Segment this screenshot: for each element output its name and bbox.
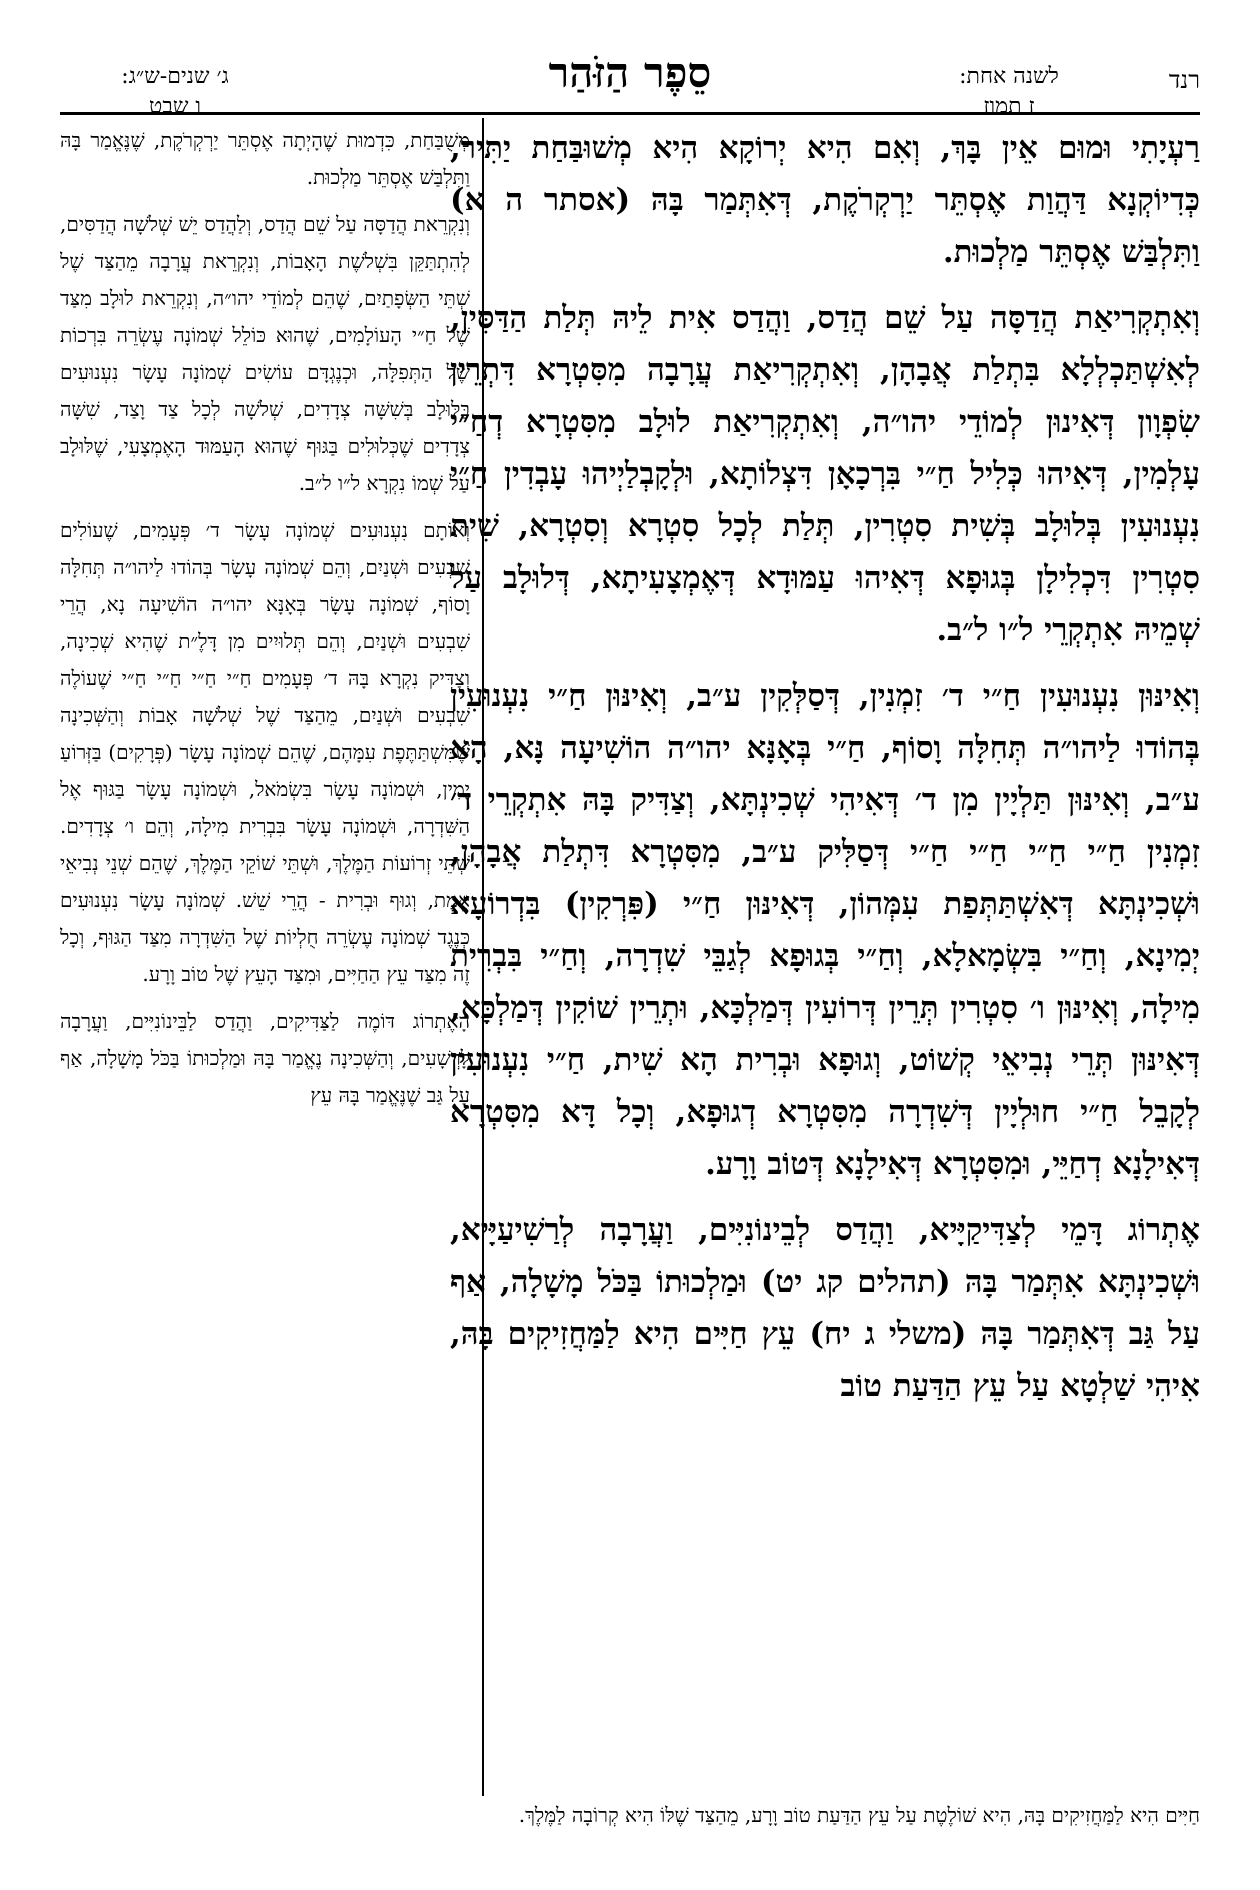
three-years-label: ג׳ שנים-ש״ג: — [121, 64, 229, 89]
footer-continuation-line: חַיִּים הִיא לַמַּחֲזִיקִים בָּהּ, הִיא שׁוֹלֶטֶת עַל עֵץ הַדַּעַת טוֹב וָרָע, מֵהַצַּד שֶׁלּוֹ הִיא קְרוֹבָה לַמֶּלֶךְ. — [518, 1803, 1200, 1827]
side-paragraph-3: וְאוֹתָם נִעְנוּעִים שְׁמוֹנָה עָשָׂר ד׳ פְּעָמִים, שֶׁעוֹלִים שִׁבְעִים וּשְׁנַיִם, וְהֵם שְׁמוֹנָה עָשָׂר בְּהוֹדוּ לַיהו״ה תְּחִלָּה וָסוֹף, שְׁמוֹנָה עָשָׂר בְּאָנָּא יהו״ה הוֹשִׁיעָה נָא, הֲרֵי שִׁבְעִים וּשְׁנַיִם, וְהֵם תְּלוּיִים מִן דָּלֶ״ת שֶׁהִיא שְׁכִינָה, וְצַדִּיק נִקְרָא בָּהּ ד׳ פְּעָמִים חַ״י חַ״י חַ״י חַ״י שֶׁעוֹלֶה שִׁבְעִים וּשְׁנַיִם, מֵהַצַּד שֶׁל שְׁלֹשָׁה אָבוֹת וְהַשְּׁכִינָה שֶׁמִּשְׁתַּתֶּפֶת עִמָּהֶם, שֶׁהֵם שְׁמוֹנָה עָשָׂר (פְּרָקִים) בַּזְּרוֹעַ יָמִין, וּשְׁמוֹנָה עָשָׂר בִּשְׂמֹאל, וּשְׁמוֹנָה עָשָׂר בַּגּוּף אֶל הַשִּׁדְרָה, וּשְׁמוֹנָה עָשָׂר בִּבְרִית מִילָה, וְהֵם ו׳ צְדָדִים. שְׁתֵּי זְרוֹעוֹת הַמֶּלֶךְ, וּשְׁתֵּי שׁוֹקֵי הַמֶּלֶךְ, שֶׁהֵם שְׁנֵי נְבִיאֵי אֱמֶת, וְגוּף וּבְרִית - הֲרֵי שֵׁשׁ. שְׁמוֹנָה עָשָׂר נִעְנוּעִים כְּנֶגֶד שְׁמוֹנָה עֶשְׂרֵה חֻלְיוֹת שֶׁל הַשִּׁדְרָה מִצַּד הַגּוּף, וְכָל זֶה מִצַּד עֵץ הַחַיִּים, וּמִצַּד הָעֵץ שֶׁל טוֹב וָרָע. — [60, 518, 470, 986]
side-paragraph-1: מְשֻׁבַּחַת, כִּדְמוּת שֶׁהָיְתָה אֶסְתֵּר יַרְקְרֹקֶת, שֶׁנֶּאֱמַר בָּהּ וַתִּלְבַּשׁ אֶסְתֵּר מַלְכוּת. — [60, 128, 470, 189]
hebrew-translation-column — [60, 122, 470, 1792]
one-year-label: לשנה אחת: — [959, 64, 1059, 89]
main-paragraph-1: רַעְיָתִי וּמוּם אֵין בָּךְ, וְאִם הִיא יְרוֹקָא הִיא מְשׁוּבַּחַת יַתִּיר, כְּדִיוֹקְנָא דַּהֲוַת אֶסְתֵּר יַרְקְרֹקֶת, דְּאִתְּמַר בָּהּ (אסתר ה א) וַתִּלְבַּשׁ אֶסְתֵּר מַלְכוּת. — [450, 130, 1200, 270]
column-divider — [482, 118, 484, 1796]
header-rule — [60, 112, 1200, 115]
one-year-date: ז תמוז — [983, 94, 1035, 119]
main-paragraph-4: אֶתְרוֹג דָּמֵי לְצַדִּיקַיָּיא, וַהֲדַס לְבֵינוֹנִיִּים, וַעֲרָבָה לְרַשִׁיעַיָּיא, וּשְׁכִינְתָּא אִתְּמַר בָּהּ (תהלים קג יט) וּמַלְכוּתוֹ בַּכֹּל מָשָׁלָה, אַף עַל גַּב דְּאִתְּמַר בָּהּ (משלי ג יח) עֵץ חַיִּים הִיא לַמַּחֲזִיקִים בָּהּ, אִיהִי שַׁלְטָא עַל עֵץ הַדַּעַת טוֹב — [450, 1212, 1200, 1404]
main-paragraph-3: וְאִינּוּן נִעְנוּעִין חַ״י ד׳ זִמְנִין, דְּסַלְּקִין ע״ב, וְאִינּוּן חַ״י נִעְנוּעִין בְּהוֹדוּ לַיהו״ה תְּחִלָּה וָסוֹף, חַ״י בְּאָנָּא יהו״ה הוֹשִׁיעָה נָּא, הָא ע״ב, וְאִינּוּן תַּלְיָין מִן ד׳ דְּאִיהִי שְׁכִינְתָּא, וְצַדִּיק בָּהּ אִתְקְרֵי ד׳ זִמְנִין חַ״י חַ״י חַ״י חַ״י דְּסַלִּיק ע״ב, מִסִּטְרָא דִּתְלַת אֲבָהָן, וּשְׁכִינְתָּא דְּאִשְׁתַּתְּפַת עִמְּהוֹן, דְּאִינּוּן חַ״י (פִּרְקִין) בִּדְרוֹעָא יְמִינָא, וְחַ״י בִּשְׂמָאלָא, וְחַ״י בְּגוּפָא לְגַבֵּי שִׁדְרָה, וְחַ״י בִּבְרִית מִילָה, וְאִינּוּן ו׳ סִטְרִין תְּרֵין דְּרוֹעִין דְּמַלְכָּא, וּתְרֵין שׁוֹקִין דְּמַלְכָּא, דְּאִינּוּן תְּרֵי נְבִיאֵי קְשׁוֹט, וְגוּפָא וּבְרִית הָא שִׁית, חַ״י נִעְנוּעִין לְקָבֵל חַ״י חוּלְיָין דְּשִׁדְרָה מִסִּטְרָא דְגוּפָא, וְכָל דָּא מִסִּטְרָא דְּאִילָנָא דְחַיֵּי, וּמִסִּטְרָא דְּאִילָנָא דְּטוֹב וָרָע. — [450, 678, 1200, 1182]
main-aramaic-column — [450, 122, 1200, 1792]
book-title: סֵפֶר הַזֹּהַר — [548, 48, 712, 97]
side-paragraph-4: הָאֶתְרוֹג דּוֹמֶה לַצַּדִּיקִים, וַהֲדַס לַבֵּינוֹנִיִּים, וַעֲרָבָה לָרְשָׁעִים, וְהַשְּׁכִינָה נֶאֱמַר בָּהּ וּמַלְכוּתוֹ בַּכֹּל מָשָׁלָה, אַף עַל גַּב שֶׁנֶּאֱמַר בָּהּ עֵץ — [60, 1009, 470, 1107]
page-number: רנד — [1168, 66, 1200, 94]
three-years-date: ו שבט — [148, 94, 202, 119]
main-paragraph-2: וְאִתְקְרִיאַת הֲדַסָּה עַל שֵׁם הֲדַס, וַהֲדַס אִית לֵיהּ תְּלַת הַדַּסִּין, לְאִשְׁתַּכְלְלָא בִּתְלַת אֲבָהָן, וְאִתְקְרִיאַת עֲרָבָה מִסִּטְרָא דִּתְרֵין שִׂפְוָון דְּאִינוּן לְמוֹדֵי יהו״ה, וְאִתְקְרִיאַת לוּלָב מִסִּטְרָא דְחַ״י עָלְמִין, דְּאִיהוּ כְּלִיל חַ״י בִּרְכָאָן דִּצְלוֹתָא, וּלְקָבְלַיְיהוּ עָבְדִין חַ״י נִעְנוּעִין בְּלוּלָב בְּשִׁית סִטְרִין, תְּלַת לְכָל סִטְרָא וְסִטְרָא, שִׁית סִטְרִין דִּכְלִילָן בְּגוּפָא דְּאִיהוּ עַמּוּדָא דְּאֶמְצָעִיתָא, דְּלוּלָב עַל שְׁמֵיהּ אִתְקְרֵי ל״ו ל״ב. — [450, 300, 1200, 648]
side-paragraph-2: וְנִקְרֵאת הֲדַסָּה עַל שֵׁם הֲדַס, וְלַהֲדַס יֵשׁ שְׁלֹשָׁה הֲדַסִּים, לְהִתְתַּקֵּן בִּשְׁלֹשֶׁת הָאָבוֹת, וְנִקְרֵאת עֲרָבָה מֵהַצַּד שֶׁל שְׁתֵּי הַשְּׂפָתַיִם, שֶׁהֵם לְמוֹדֵי יהו״ה, וְנִקְרֵאת לוּלָב מִצַּד שֶׁל חַ״י הָעוֹלָמִים, שֶׁהוּא כּוֹלֵל שְׁמוֹנָה עֶשְׂרֵה בִּרְכוֹת שֶׁל הַתְּפִלָּה, וּכְנֶגְדָּם עוֹשִׂים שְׁמוֹנָה עָשָׂר נִעְנוּעִים בַּלּוּלָב בְּשִׁשָּׁה צְדָדִים, שְׁלֹשָׁה לְכָל צַד וָצַד, שִׁשָּׁה צְדָדִים שֶׁכְּלוּלִים בַּגּוּף שֶׁהוּא הָעַמּוּד הָאֶמְצָעִי, שֶׁלּוּלָב עַל שְׁמוֹ נִקְרָא ל״ו ל״ב. — [60, 212, 470, 495]
page-header — [60, 38, 1200, 118]
